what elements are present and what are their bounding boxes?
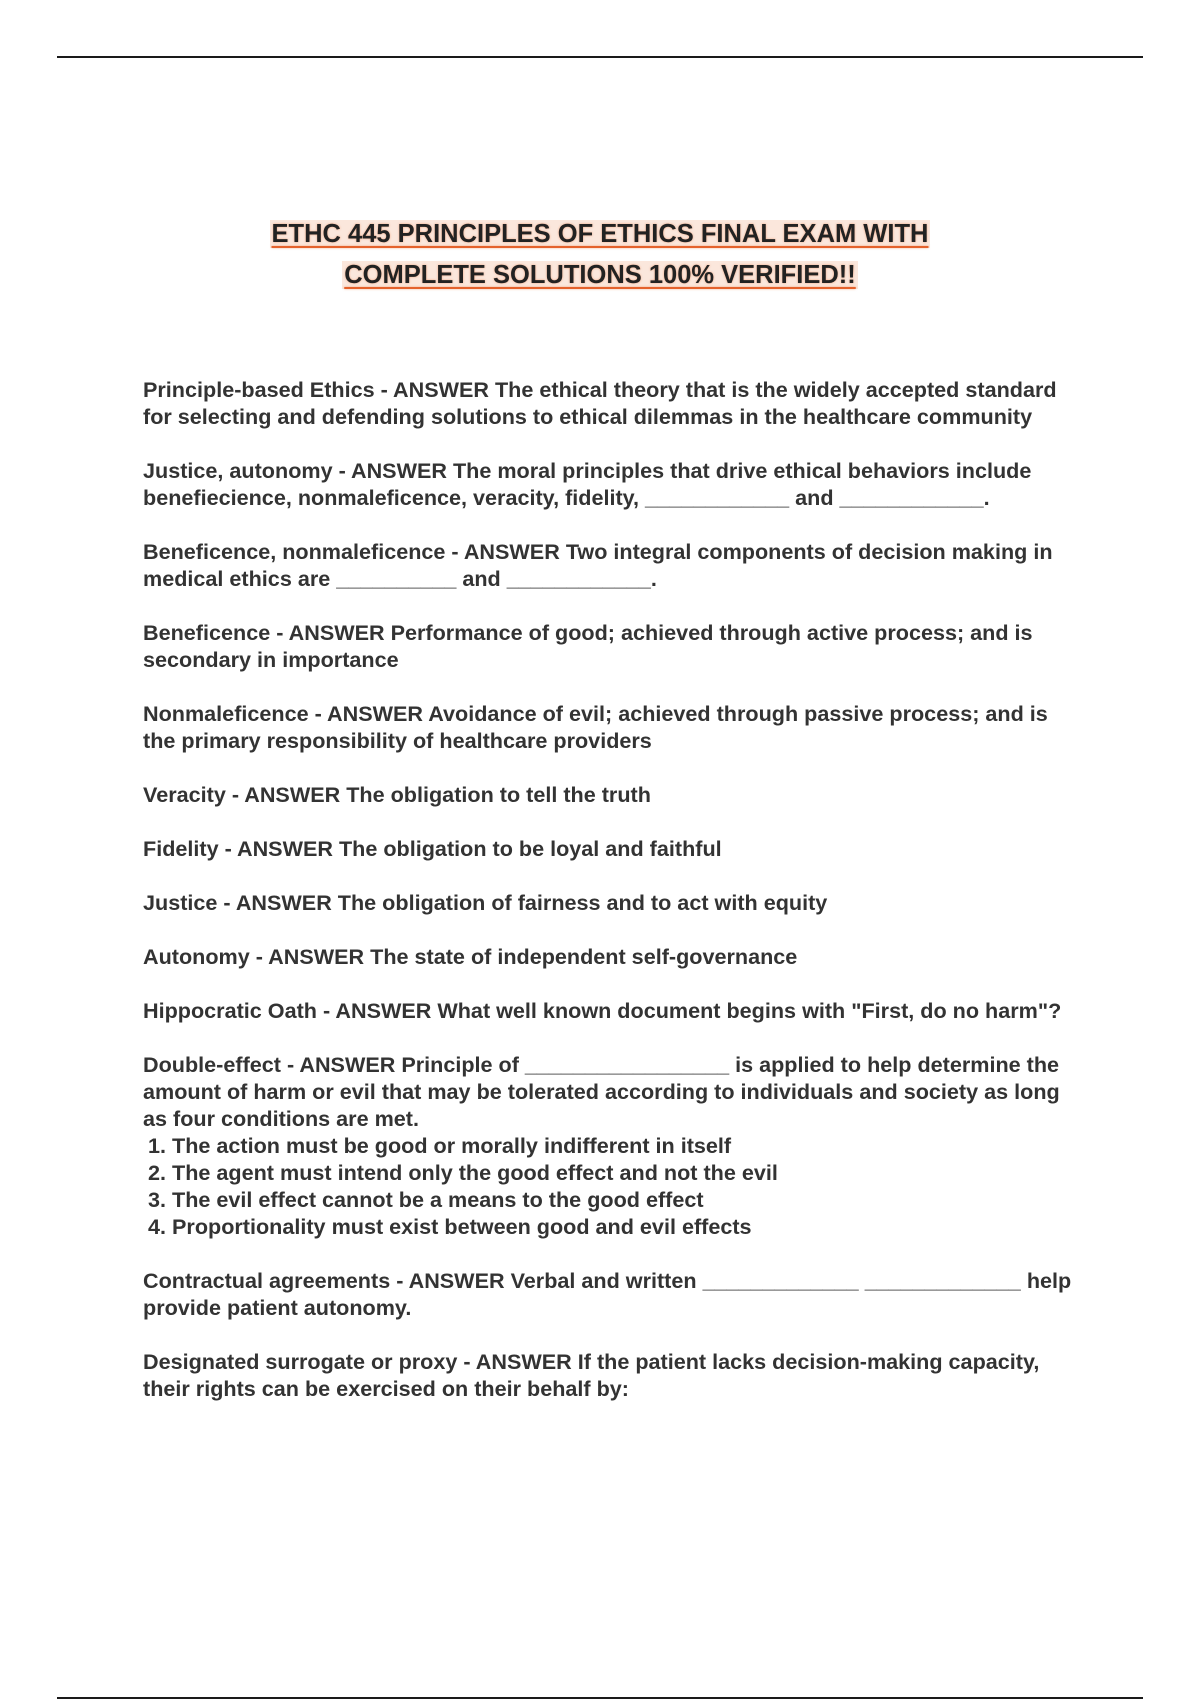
qa-separator: - xyxy=(280,1052,300,1077)
qa-question: What well known document begins with "First, do no harm"? xyxy=(437,998,1062,1023)
qa-term: Hippocratic Oath xyxy=(143,998,317,1023)
qa-term: Beneficence, nonmaleficence xyxy=(143,539,446,564)
qa-term: Contractual agreements xyxy=(143,1268,391,1293)
qa-term: Fidelity xyxy=(143,836,219,861)
qa-question: The moral principles that drive ethical behaviors include benefiecience, nonmaleficence, veracity, fidelity, ____________ and ____________. xyxy=(143,458,1032,510)
qa-question: Avoidance of evil; achieved through passive process; and is the primary responsibility of healthcare providers xyxy=(143,701,1048,753)
header-rule xyxy=(57,56,1143,58)
condition-item: 1. The action must be good or morally indifferent in itself xyxy=(148,1133,732,1158)
qa-answer-label: ANSWER xyxy=(268,944,365,969)
qa-separator: - xyxy=(308,701,328,726)
title-line-2: COMPLETE SOLUTIONS 100% VERIFIED!! xyxy=(344,261,856,289)
qa-entry xyxy=(143,1051,1083,1240)
qa-term: Veracity xyxy=(143,782,226,807)
qa-term: Nonmaleficence xyxy=(143,701,309,726)
qa-question: The ethical theory that is the widely accepted standard for selecting and defending solutions to ethical dilemmas in the healthcare community xyxy=(143,377,1057,429)
qa-answer-label: ANSWER xyxy=(335,998,432,1023)
qa-answer-label: ANSWER xyxy=(408,1268,505,1293)
document-title xyxy=(0,214,1200,296)
title-line-1: ETHC 445 PRINCIPLES OF ETHICS FINAL EXAM WITH xyxy=(271,220,929,248)
qa-entry xyxy=(143,1267,1083,1321)
qa-term: Beneficence xyxy=(143,620,271,645)
qa-entry xyxy=(143,457,1083,511)
condition-list xyxy=(143,1132,1083,1240)
qa-question: Two integral components of decision making in medical ethics are __________ and ____________. xyxy=(143,539,1053,591)
qa-term: Justice xyxy=(143,890,218,915)
condition-item: 2. The agent must intend only the good effect and not the evil xyxy=(148,1160,778,1185)
qa-term: Principle-based Ethics xyxy=(143,377,375,402)
qa-answer-label: ANSWER xyxy=(350,458,447,483)
qa-separator: - xyxy=(445,539,464,564)
qa-answer-label: ANSWER xyxy=(393,377,489,402)
qa-entry xyxy=(143,538,1083,592)
qa-separator: - xyxy=(218,836,237,861)
qa-term: Justice, autonomy xyxy=(143,458,333,483)
qa-separator: - xyxy=(316,998,336,1023)
qa-entry xyxy=(143,943,1083,970)
qa-question: The obligation to tell the truth xyxy=(346,782,651,807)
qa-answer-label: ANSWER xyxy=(244,782,341,807)
qa-entry xyxy=(143,835,1083,862)
qa-question: Verbal and written _____________ _____________ help provide patient autonomy. xyxy=(143,1268,1072,1320)
qa-answer-label: ANSWER xyxy=(475,1349,572,1374)
qa-question: Principle of _________________ is applied to help determine the amount of harm or evil that may be tolerated according to individuals and society as long as four conditions are met. xyxy=(143,1052,1060,1131)
qa-question: If the patient lacks decision-making capacity, their rights can be exercised on their behalf by: xyxy=(143,1349,1040,1401)
qa-entry xyxy=(143,889,1083,916)
qa-term: Designated surrogate or proxy xyxy=(143,1349,458,1374)
condition-item: 4. Proportionality must exist between good and evil effects xyxy=(148,1214,752,1239)
qa-separator: - xyxy=(225,782,245,807)
qa-entry xyxy=(143,997,1083,1024)
qa-separator: - xyxy=(374,377,393,402)
condition-item: 3. The evil effect cannot be a means to the good effect xyxy=(148,1187,704,1212)
qa-term: Double-effect xyxy=(143,1052,281,1077)
qa-list xyxy=(143,376,1083,1429)
qa-entry xyxy=(143,1348,1083,1402)
qa-separator: - xyxy=(390,1268,409,1293)
footer-rule xyxy=(57,1697,1143,1699)
qa-answer-label: ANSWER xyxy=(299,1052,396,1077)
qa-answer-label: ANSWER xyxy=(236,836,333,861)
qa-question: The obligation of fairness and to act with equity xyxy=(337,890,828,915)
qa-question: The state of independent self-governance xyxy=(370,944,798,969)
qa-separator: - xyxy=(217,890,236,915)
qa-separator: - xyxy=(249,944,269,969)
qa-answer-label: ANSWER xyxy=(463,539,560,564)
qa-question: The obligation to be loyal and faithful xyxy=(338,836,722,861)
qa-separator: - xyxy=(270,620,289,645)
qa-question: Performance of good; achieved through active process; and is secondary in importance xyxy=(143,620,1033,672)
qa-term: Autonomy xyxy=(143,944,250,969)
qa-entry xyxy=(143,619,1083,673)
qa-separator: - xyxy=(457,1349,476,1374)
qa-answer-label: ANSWER xyxy=(327,701,423,726)
qa-answer-label: ANSWER xyxy=(288,620,385,645)
qa-entry xyxy=(143,781,1083,808)
qa-separator: - xyxy=(332,458,351,483)
qa-answer-label: ANSWER xyxy=(235,890,332,915)
qa-entry xyxy=(143,376,1083,430)
qa-entry xyxy=(143,700,1083,754)
